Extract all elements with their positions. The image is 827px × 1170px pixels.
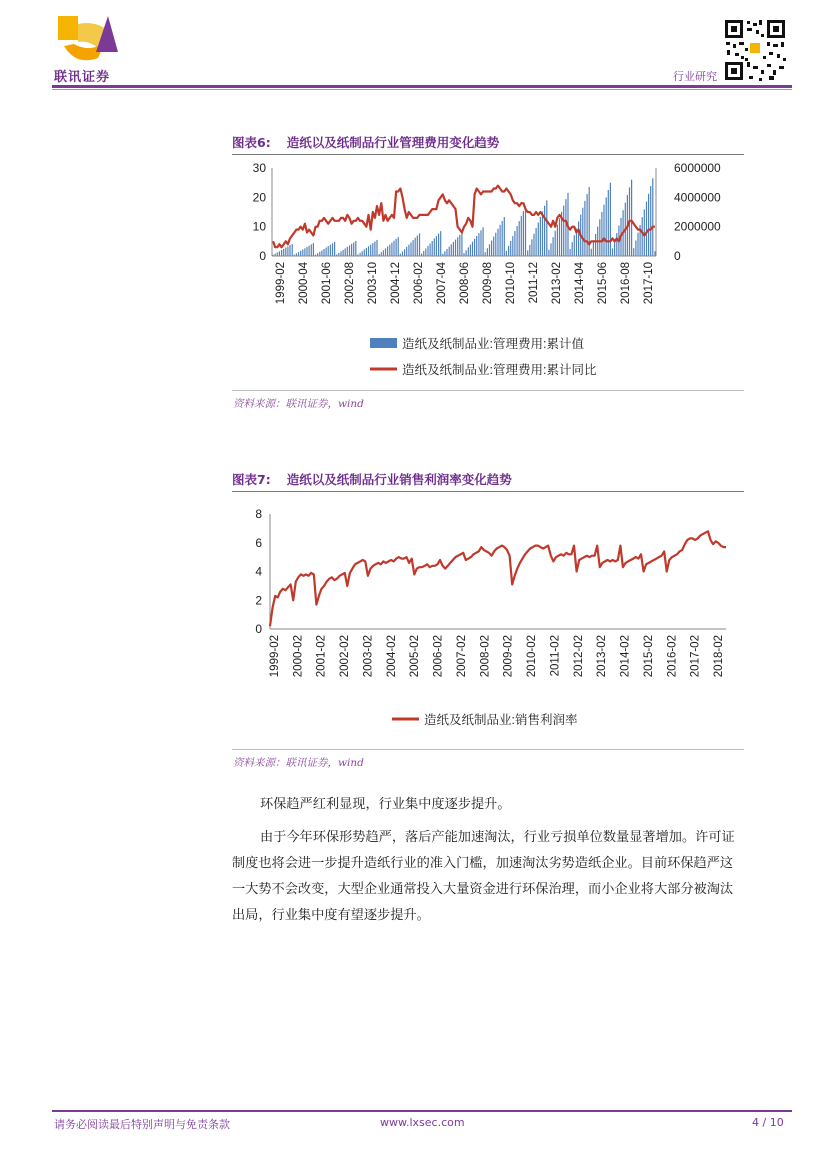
chart-bar: [574, 235, 575, 256]
x-tick-label: 2001-02: [315, 635, 328, 678]
chart-bar: [504, 217, 505, 256]
chart-bar: [508, 246, 509, 256]
chart-bar: [489, 244, 490, 256]
x-tick-label: 2015-02: [642, 635, 655, 678]
chart-bar: [466, 250, 467, 256]
chart-bar: [372, 243, 373, 256]
chart-bar: [614, 241, 615, 256]
chart-bar: [572, 242, 573, 256]
x-tick-label: 2013-02: [596, 635, 609, 678]
chart-bar: [519, 221, 520, 256]
chart-bar: [364, 250, 365, 257]
chart-bar: [601, 212, 602, 256]
chart-bar: [387, 247, 388, 257]
chart-bar: [523, 211, 524, 256]
y-tick-label: 8: [255, 507, 262, 521]
legend-label-line: 造纸及纸制品业:销售利润率: [424, 713, 578, 727]
chart-bar: [298, 252, 299, 256]
chart-bar: [531, 239, 532, 256]
chart-bar: [313, 243, 314, 256]
x-tick-label: 2002-08: [344, 262, 356, 305]
brand-name: 联讯证券: [54, 70, 111, 85]
chart-bar: [425, 249, 426, 257]
figure-6-source: 资料来源：联讯证券，wind: [233, 398, 364, 410]
x-tick-label: 2006-02: [432, 635, 445, 678]
figure-6-bottom-rule: [232, 390, 744, 391]
y-right-tick-label: 2000000: [674, 219, 721, 234]
x-tick-label: 1999-02: [275, 262, 287, 305]
chart-bar: [449, 247, 450, 256]
x-tick-label: 2000-04: [298, 262, 310, 305]
chart-bar: [309, 246, 310, 256]
chart-bar: [468, 247, 469, 256]
footer-url[interactable]: www.lxsec.com: [380, 1116, 465, 1129]
chart-bar: [289, 245, 290, 256]
x-tick-label: 2002-02: [339, 635, 352, 678]
chart-bar: [436, 236, 437, 256]
chart-bar: [340, 252, 341, 257]
chart-bar: [587, 194, 588, 256]
x-tick-label: 2001-06: [321, 262, 333, 305]
y-tick-label: 6: [255, 535, 262, 550]
chart-bar: [544, 206, 545, 256]
chart-bar: [514, 231, 515, 256]
chart-bar: [642, 217, 643, 256]
figure-7-caption: 造纸以及纸制品行业销售利润率变化趋势: [286, 472, 512, 487]
chart-bar: [476, 236, 477, 256]
legend-swatch-bar: [370, 338, 397, 348]
x-tick-label: 2012-02: [572, 635, 585, 678]
chart-bar: [306, 247, 307, 256]
chart-bar: [548, 250, 549, 256]
paragraph-heading: 环保趋严红利显现，行业集中度逐步提升。: [260, 797, 511, 812]
y-right-tick-label: 6000000: [674, 161, 721, 175]
chart-bar: [455, 240, 456, 256]
chart-bar: [637, 233, 638, 256]
chart-bar: [334, 242, 335, 256]
chart-bar: [366, 248, 367, 256]
legend-label-bar: 造纸及纸制品业:管理费用:累计值: [402, 337, 584, 351]
chart-bar: [550, 243, 551, 256]
chart-bar: [559, 218, 560, 256]
y-right-tick-label: 0: [674, 249, 681, 263]
chart-bar: [612, 248, 613, 256]
chart-bar: [343, 250, 344, 256]
x-tick-label: 2008-02: [479, 635, 492, 678]
chart-bar: [355, 241, 356, 256]
chart-bar: [302, 250, 303, 257]
x-tick-label: 2007-04: [436, 262, 448, 305]
chart-bar: [595, 234, 596, 256]
chart-bar: [529, 245, 530, 256]
chart-bar: [328, 246, 329, 256]
chart-bar: [495, 233, 496, 256]
x-tick-label: 2011-02: [549, 635, 562, 677]
y-tick-label: 4: [255, 564, 262, 579]
chart-bar: [591, 249, 592, 256]
chart-bar: [461, 233, 462, 257]
chart-bar: [430, 244, 431, 257]
paragraph-line: 由于今年环保形势趋严，落后产能加速淘汰，行业亏损单位数量显著增加。许可证: [260, 830, 735, 845]
chart-bar: [323, 249, 324, 256]
chart-bar: [521, 216, 522, 256]
chart-bar: [381, 252, 382, 256]
chart-bar: [533, 234, 534, 256]
chart-series-line: [270, 531, 726, 626]
chart-bar: [391, 243, 392, 256]
chart-bar: [287, 246, 288, 256]
chart-bar: [555, 231, 556, 256]
x-tick-label: 2018-02: [713, 635, 725, 678]
chart-bar: [603, 205, 604, 256]
chart-bar: [542, 211, 543, 256]
x-tick-label: 2008-06: [459, 262, 471, 305]
chart-bar: [451, 244, 452, 256]
chart-bar: [281, 250, 282, 256]
chart-bar: [538, 223, 539, 256]
x-tick-label: 2000-02: [292, 635, 305, 678]
chart-bar: [304, 248, 305, 256]
chart-bar: [646, 202, 647, 256]
chart-bar: [606, 197, 607, 256]
figure-6-title: [232, 133, 499, 151]
chart-bar: [557, 225, 558, 257]
chart-bar: [376, 240, 377, 256]
chart-bar: [279, 251, 280, 256]
x-tick-label: 2015-06: [597, 262, 609, 305]
chart-bar: [610, 183, 611, 256]
chart-bar: [635, 241, 636, 257]
chart-bar: [582, 208, 583, 256]
chart-bar: [415, 238, 416, 256]
chart-bar: [311, 244, 312, 256]
chart-profit-margin: [232, 496, 744, 744]
x-tick-label: 2003-02: [362, 635, 375, 678]
chart-bar: [517, 226, 518, 256]
chart-bar: [540, 217, 541, 256]
header-rule: [52, 85, 792, 88]
chart-bar: [478, 233, 479, 256]
x-tick-label: 1999-02: [269, 635, 281, 678]
chart-bar: [427, 246, 428, 256]
header-rule-thin: [52, 89, 792, 90]
y-tick-label: 2: [255, 593, 262, 608]
x-tick-label: 2010-10: [505, 262, 517, 305]
chart-bar: [383, 250, 384, 256]
chart-bar: [347, 247, 348, 256]
chart-bar: [393, 241, 394, 256]
chart-bar: [330, 245, 331, 256]
chart-bar: [368, 246, 369, 256]
chart-bar: [570, 249, 571, 256]
chart-bar: [457, 237, 458, 256]
chart-bar: [563, 206, 564, 257]
x-tick-label: 2010-02: [526, 635, 539, 678]
y-left-tick-label: 30: [252, 161, 266, 175]
chart-bar: [650, 186, 651, 256]
chart-bar: [648, 194, 649, 256]
x-tick-label: 2014-04: [574, 262, 586, 305]
chart-bar: [472, 242, 473, 256]
paragraph-line: 制度也将会进一步提升造纸行业的准入门槛，加速淘汰劣势造纸企业。目前环保趋严这: [232, 856, 734, 871]
chart-bar: [406, 247, 407, 256]
x-tick-label: 2013-02: [551, 262, 563, 305]
chart-bar: [525, 206, 526, 256]
chart-bar: [389, 245, 390, 256]
chart-bar: [512, 236, 513, 256]
chart-bar: [644, 209, 645, 256]
chart-bar: [470, 245, 471, 256]
x-tick-label: 2009-02: [502, 635, 515, 678]
chart-bar: [349, 245, 350, 256]
y-left-tick-label: 10: [252, 219, 266, 234]
chart-bar: [321, 250, 322, 256]
x-tick-label: 2005-02: [409, 635, 422, 678]
chart-bar: [652, 178, 653, 256]
x-tick-label: 2004-12: [390, 262, 402, 305]
chart-bar: [487, 248, 488, 256]
chart-bar: [453, 242, 454, 256]
chart-bar: [565, 199, 566, 256]
chart-bar: [432, 241, 433, 256]
chart-bar: [444, 251, 445, 256]
x-tick-label: 2004-02: [385, 635, 398, 678]
y-right-tick-label: 4000000: [674, 190, 721, 205]
chart-bar: [417, 236, 418, 257]
chart-bar: [385, 248, 386, 256]
chart-bar: [510, 241, 511, 256]
chart-bar: [292, 244, 293, 256]
chart-bar: [578, 222, 579, 257]
y-tick-label: 0: [255, 622, 262, 636]
x-tick-label: 2009-08: [482, 262, 494, 305]
x-tick-label: 2017-02: [689, 635, 702, 678]
chart-bar: [398, 237, 399, 256]
chart-bar: [536, 228, 537, 256]
chart-bar: [654, 251, 655, 256]
chart-bar: [483, 227, 484, 256]
chart-bar: [283, 249, 284, 256]
chart-bar: [506, 251, 507, 256]
chart-bar: [491, 241, 492, 257]
chart-bar: [480, 230, 481, 256]
figure-7-bottom-rule: [232, 749, 744, 750]
chart-bar: [633, 248, 634, 256]
chart-bar: [502, 221, 503, 256]
chart-bar: [285, 248, 286, 256]
figure-6-number: 图表6:: [232, 135, 271, 150]
chart-bar: [362, 251, 363, 256]
x-tick-label: 2014-02: [619, 635, 632, 678]
chart-bar: [553, 237, 554, 256]
figure-7-number: 图表7:: [232, 472, 271, 487]
chart-bar: [493, 237, 494, 256]
chart-bar: [593, 241, 594, 256]
paragraph-line: 一大势不会改变，大型企业通常投入大量资金进行环保治理，而小企业将大部分被淘汰: [232, 882, 734, 897]
chart-bar: [434, 239, 435, 257]
chart-bar: [608, 190, 609, 256]
chart-bar: [277, 252, 278, 256]
figure-7-title-rule: [232, 491, 744, 492]
chart-bar: [419, 233, 420, 256]
chart-bar: [404, 249, 405, 256]
figure-7-source: 资料来源：联讯证券，wind: [233, 757, 364, 769]
chart-bar: [589, 187, 590, 256]
chart-bar: [631, 180, 632, 256]
figure-7-title: [232, 470, 512, 488]
legend-label-line: 造纸及纸制品业:管理费用:累计同比: [402, 363, 597, 377]
footer-disclaimer[interactable]: 请务必阅读最后特别声明与免责条款: [54, 1118, 230, 1131]
chart-bar: [584, 201, 585, 256]
chart-bar: [423, 251, 424, 256]
chart-bar: [438, 234, 439, 256]
x-tick-label: 2011-12: [528, 262, 540, 304]
chart-bar: [353, 242, 354, 256]
x-tick-label: 2016-02: [666, 635, 679, 678]
chart-bar: [497, 229, 498, 256]
chart-bar: [370, 245, 371, 256]
chart-admin-expense: [232, 158, 744, 386]
chart-bar: [351, 244, 352, 256]
chart-bar: [396, 239, 397, 256]
chart-bar: [446, 249, 447, 256]
chart-bar: [374, 242, 375, 257]
chart-bar: [319, 252, 320, 256]
x-tick-label: 2006-02: [413, 262, 425, 305]
qr-code-icon: [723, 18, 787, 82]
chart-bar: [326, 248, 327, 256]
chart-bar: [474, 239, 475, 256]
chart-bar: [408, 245, 409, 256]
paragraph-body: [232, 825, 772, 929]
paragraph-line: 出局，行业集中度有望逐步提升。: [232, 908, 430, 923]
y-left-tick-label: 0: [259, 249, 266, 263]
chart-bar: [616, 233, 617, 256]
chart-bar: [527, 250, 528, 256]
chart-bar: [599, 219, 600, 256]
footer-rule: [52, 1110, 792, 1112]
x-tick-label: 2016-08: [620, 262, 632, 305]
y-left-tick-label: 20: [252, 190, 266, 205]
figure-6-caption: 造纸以及纸制品行业管理费用变化趋势: [286, 135, 500, 150]
x-tick-label: 2003-10: [367, 262, 379, 305]
x-tick-label: 2007-02: [455, 635, 468, 678]
chart-bar: [300, 251, 301, 256]
company-logo: [56, 10, 126, 74]
chart-bar: [345, 248, 346, 256]
chart-bar: [410, 242, 411, 256]
figure-6-title-rule: [232, 154, 744, 155]
chart-bar: [546, 200, 547, 256]
chart-bar: [402, 252, 403, 257]
chart-bar: [485, 252, 486, 256]
chart-bar: [440, 231, 441, 256]
chart-bar: [413, 240, 414, 256]
chart-bar: [500, 225, 501, 256]
x-tick-label: 2017-10: [643, 262, 655, 305]
chart-bar: [332, 243, 333, 256]
footer-page-number: 4 / 10: [752, 1116, 784, 1129]
chart-bar: [459, 235, 460, 256]
section-label: 行业研究: [673, 70, 717, 83]
